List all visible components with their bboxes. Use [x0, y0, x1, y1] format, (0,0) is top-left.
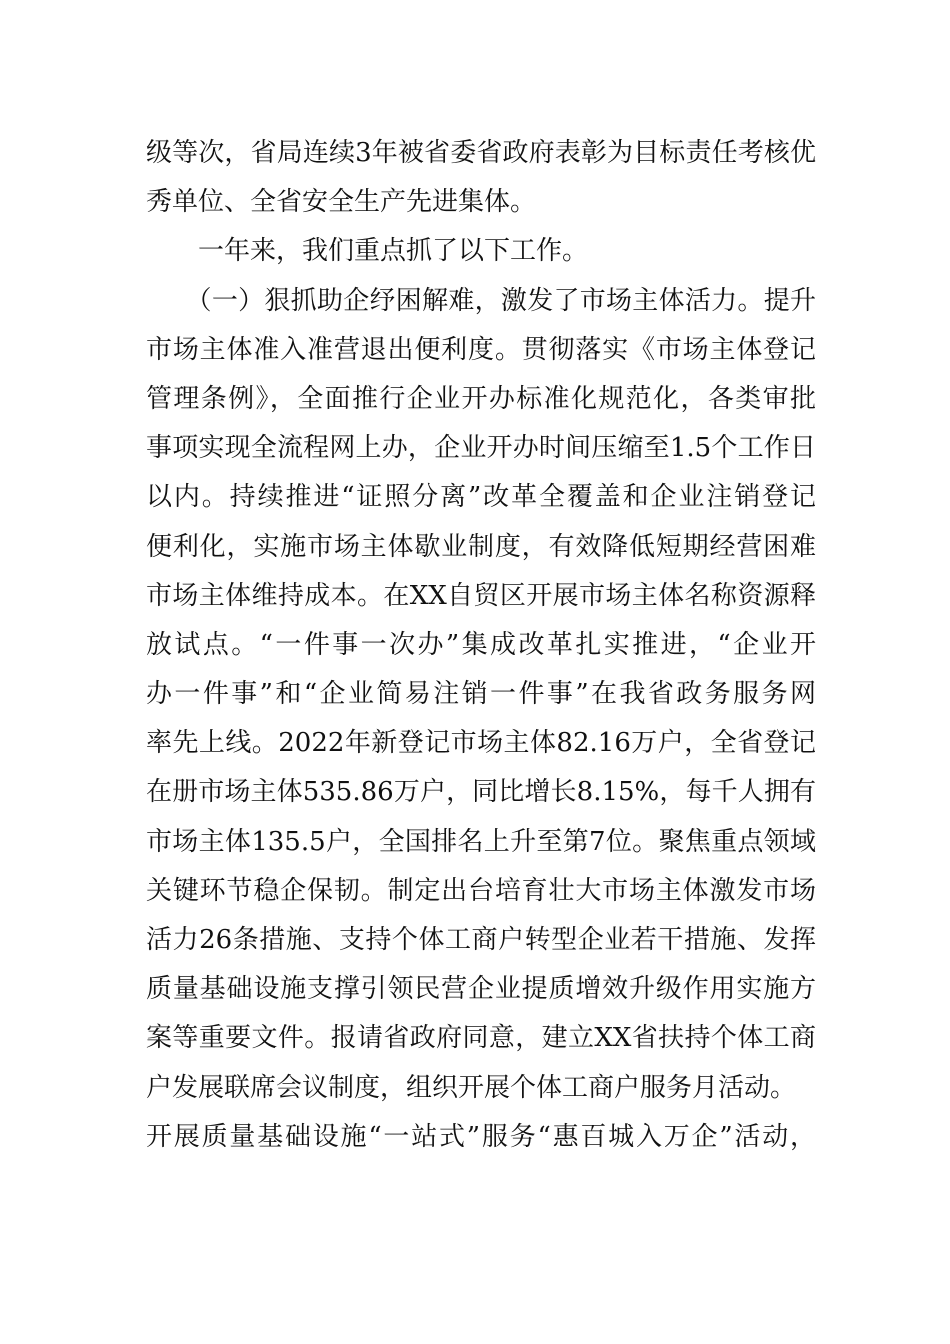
text-line: 级等次，省局连续3年被省委省政府表彰为目标责任考核优	[146, 138, 816, 168]
text-line: 市场主体准入准营退出便利度。贯彻落实《市场主体登记	[146, 334, 816, 365]
text-line: 案等重要文件。报请省政府同意，建立XX省扶持个体工商	[146, 1023, 816, 1054]
text-line: 开展质量基础设施“一站式”服务“惠百城入万企”活动，	[146, 1121, 816, 1152]
text-line: 在册市场主体535.86万户，同比增长8.15%，每千人拥有	[146, 777, 816, 808]
text-line: 质量基础设施支撑引领民营企业提质增效升级作用实施方	[146, 974, 816, 1005]
text-line: 办一件事”和“企业简易注销一件事”在我省政务服务网	[146, 679, 816, 710]
text-line: 市场主体135.5户，全国排名上升至第7位。聚焦重点领域	[146, 826, 816, 857]
text-line: 率先上线。2022年新登记市场主体82.16万户，全省登记	[146, 728, 816, 759]
body-text	[146, 129, 816, 1162]
text-line: 秀单位、全省安全生产先进集体。	[146, 187, 537, 218]
text-line: 管理条例》，全面推行企业开办标准化规范化，各类审批	[146, 383, 816, 414]
text-line: 市场主体维持成本。在XX自贸区开展市场主体名称资源释	[146, 580, 816, 611]
text-line: （一）狠抓助企纾困解难，激发了市场主体活力。提升	[146, 285, 816, 316]
text-line: 一年来，我们重点抓了以下工作。	[146, 236, 589, 267]
text-line: 活力26条措施、支持个体工商户转型企业若干措施、发挥	[146, 925, 816, 955]
text-line: 以内。持续推进“证照分离”改革全覆盖和企业注销登记	[146, 482, 816, 513]
text-line: 放试点。“一件事一次办”集成改革扎实推进，“企业开	[146, 629, 816, 660]
text-line: 关键环节稳企保韧。制定出台培育壮大市场主体激发市场	[146, 875, 816, 906]
text-line: 事项实现全流程网上办，企业开办时间压缩至1.5个工作日	[146, 433, 816, 464]
text-line: 户发展联席会议制度，组织开展个体工商户服务月活动。	[146, 1072, 797, 1103]
text-line: 便利化，实施市场主体歇业制度，有效降低短期经营困难	[146, 531, 816, 562]
